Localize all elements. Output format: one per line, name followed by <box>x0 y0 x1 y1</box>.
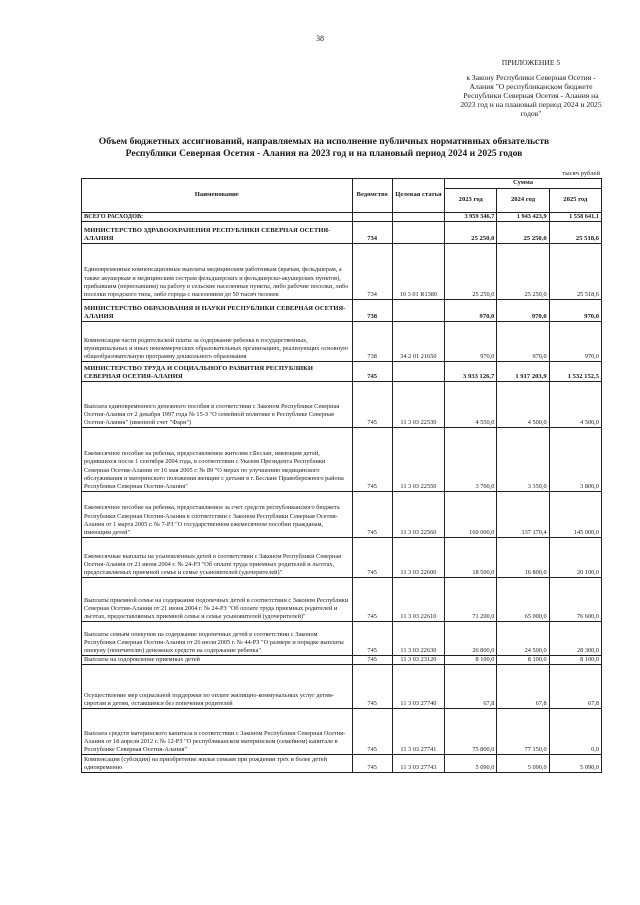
row-2025-cell: 3 800,0 <box>549 428 601 492</box>
header-2023: 2023 год <box>445 189 497 213</box>
row-2023-cell: 970,0 <box>445 322 497 362</box>
row-2024-cell: 8 100,0 <box>497 656 549 665</box>
row-item-cell: 10 3 01 R1380 <box>392 244 444 300</box>
row-2025-cell: 1 558 641,1 <box>549 213 601 222</box>
row-name-cell: Ежемесячные выплаты на усыновленных детей в соответствии с Законом Республики Северная Осетия-Алания от 21 июня 2004 г. № 24-РЗ "Об оплате труда приемных родителей и льготах, предоставляемых приемной семье и семье усыновителей (удочерителей)" <box>82 538 353 578</box>
row-dept-cell: 745 <box>352 578 392 622</box>
row-item-cell: 11 3 03 22630 <box>392 622 444 656</box>
row-dept-cell: 745 <box>352 428 392 492</box>
row-dept-cell: 745 <box>352 709 392 755</box>
row-2025-cell: 5 090,0 <box>549 755 601 773</box>
row-2023-cell: 71 200,0 <box>445 578 497 622</box>
table-row <box>82 244 602 300</box>
table-row <box>82 428 602 492</box>
row-2024-cell: 65 000,0 <box>497 578 549 622</box>
row-2025-cell: 20 100,0 <box>549 538 601 578</box>
row-name-cell: Выплата средств материнского капитала в соответствии с Законом Республики Северная Осетия-Алания от 18 апреля 2012 г. № 12-РЗ "О республиканском материнском (семейном) капитале в Республике Северная Осетия-Алания" <box>82 709 353 755</box>
row-name-cell: Выплаты семьям опекунов на содержание подопечных детей в соответствии с Законом Республики Северная Осетия-Алания от 26 июля 2005 г. № 44-РЗ "О размере и порядке выплаты опекуну (попечителю) денежных средств на содержание ребенка" <box>82 622 353 656</box>
row-item-cell <box>392 300 444 322</box>
row-name-cell: Ежемесячное пособие на ребенка, предоставляемое жителям г.Беслан, имеющим детей, родившихся после 1 сентября 2004 года, в соответствии с Указом Президента Республики Северная Осетия-Алания от 16 мая 2005 г. № 89 "О мерах по улучшению медицинского обслуживания и материнского положения женщин с детьми в г. Беслане Правобережного района Республики Северная Осетия-Алания" <box>82 428 353 492</box>
row-name-cell: МИНИСТЕРСТВО ОБРАЗОВАНИЯ И НАУКИ РЕСПУБЛИКИ СЕВЕРНАЯ ОСЕТИЯ-АЛАНИЯ <box>82 300 353 322</box>
row-2023-cell: 8 100,0 <box>445 656 497 665</box>
row-dept-cell: 745 <box>352 362 392 382</box>
row-dept-cell: 738 <box>352 322 392 362</box>
table-row <box>82 538 602 578</box>
row-2025-cell: 0,0 <box>549 709 601 755</box>
header-dept: Ведомство <box>352 179 392 213</box>
row-2025-cell: 25 518,6 <box>549 244 601 300</box>
row-2024-cell: 24 500,0 <box>497 622 549 656</box>
header-item: Целевая статья <box>392 179 444 213</box>
row-2023-cell: 3 959 346,7 <box>445 213 497 222</box>
row-name-cell: Выплаты на оздоровление приемных детей <box>82 656 353 665</box>
row-item-cell: 11 3 03 27740 <box>392 665 444 709</box>
row-item-cell: 34 2 01 21650 <box>392 322 444 362</box>
row-2024-cell: 25 250,0 <box>497 222 549 244</box>
row-2025-cell: 67,8 <box>549 665 601 709</box>
row-2023-cell: 970,0 <box>445 300 497 322</box>
row-item-cell: 11 3 03 22610 <box>392 578 444 622</box>
row-dept-cell: 745 <box>352 538 392 578</box>
row-2025-cell: 145 000,0 <box>549 492 601 538</box>
row-name-cell: МИНИСТЕРСТВО ТРУДА И СОЦИАЛЬНОГО РАЗВИТИЯ РЕСПУБЛИКИ СЕВЕРНАЯ ОСЕТИЯ-АЛАНИЯ <box>82 362 353 382</box>
row-name-cell: МИНИСТЕРСТВО ЗДРАВООХРАНЕНИЯ РЕСПУБЛИКИ СЕВЕРНАЯ ОСЕТИЯ-АЛАНИЯ <box>82 222 353 244</box>
row-dept-cell: 745 <box>352 622 392 656</box>
row-dept-cell: 734 <box>352 244 392 300</box>
table-row <box>82 222 602 244</box>
row-2025-cell: 8 100,0 <box>549 656 601 665</box>
header-2025: 2025 год <box>549 189 601 213</box>
header-name: Наименование <box>82 179 353 213</box>
row-2024-cell: 67,8 <box>497 665 549 709</box>
row-name-cell: Единовременные компенсационные выплаты медицинским работникам (врачам, фельдшерам, а также акушеркам и медицинским сестрам фельдшерских и фельдшерско-акушерских пунктов), прибывшим (переехавшим) на работу в сельские населенные пункты, либо рабочие поселки, либо поселки городского типа, либо города с населением до 50 тысяч человек <box>82 244 353 300</box>
row-2024-cell: 970,0 <box>497 300 549 322</box>
row-2024-cell: 16 800,0 <box>497 538 549 578</box>
row-dept-cell: 738 <box>352 300 392 322</box>
row-2024-cell: 77 150,0 <box>497 709 549 755</box>
row-2023-cell: 5 090,0 <box>445 755 497 773</box>
table-row <box>82 755 602 773</box>
row-name-cell: Компенсация (субсидия) на приобретение жилья семьям при рождении трех и более детей одновременно <box>82 755 353 773</box>
row-2023-cell: 25 250,0 <box>445 222 497 244</box>
row-2025-cell: 1 532 152,5 <box>549 362 601 382</box>
row-item-cell: 11 3 03 27743 <box>392 755 444 773</box>
table-row <box>82 382 602 428</box>
row-2025-cell: 4 500,0 <box>549 382 601 428</box>
row-2023-cell: 67,8 <box>445 665 497 709</box>
row-2024-cell: 5 090,0 <box>497 755 549 773</box>
row-name-cell: Выплаты приемной семье на содержание подопечных детей в соответствии с Законом Республики Северная Осетия-Алания от 21 июня 2004 г. № 24-РЗ "Об оплате труда приемных родителей и льготах, предоставляемых приемной семье и семье усыновителей (удочерителей)" <box>82 578 353 622</box>
row-item-cell <box>392 362 444 382</box>
table-row <box>82 622 602 656</box>
row-2024-cell: 137 170,4 <box>497 492 549 538</box>
row-2023-cell: 4 550,0 <box>445 382 497 428</box>
row-2025-cell: 76 600,0 <box>549 578 601 622</box>
row-2024-cell: 25 250,0 <box>497 244 549 300</box>
row-2024-cell: 970,0 <box>497 322 549 362</box>
row-2023-cell: 26 800,0 <box>445 622 497 656</box>
table-row <box>82 362 602 382</box>
row-name-cell: Выплата единовременного денежного пособия в соответствии с Законом Республики Северная Осетия-Алания от 2 декабря 1997 года № 15-З "О семейной политике в Республике Северная Осетия-Алания" (именной счет "Фарн") <box>82 382 353 428</box>
appendix-title: ПРИЛОЖЕНИЕ 5 <box>501 58 561 67</box>
row-item-cell: 11 3 03 22600 <box>392 538 444 578</box>
row-dept-cell: 745 <box>352 665 392 709</box>
row-item-cell <box>392 213 444 222</box>
document-title: Объем бюджетных ассигнований, направляемых на исполнение публичных нормативных обязательств Республики Северная Осетия - Алания на 2023 год и на плановый период 2024 и 2025 годов <box>98 136 550 159</box>
row-2025-cell: 970,0 <box>549 300 601 322</box>
row-item-cell: 11 3 03 22560 <box>392 492 444 538</box>
row-2023-cell: 160 000,0 <box>445 492 497 538</box>
table-row <box>82 709 602 755</box>
row-2025-cell: 28 300,0 <box>549 622 601 656</box>
header-2024: 2024 год <box>497 189 549 213</box>
table-row <box>82 578 602 622</box>
row-dept-cell: 745 <box>352 656 392 665</box>
page-number: 38 <box>316 34 324 43</box>
row-name-cell: ВСЕГО РАСХОДОВ: <box>82 213 353 222</box>
row-2023-cell: 3 933 126,7 <box>445 362 497 382</box>
budget-table <box>81 178 602 773</box>
table-body <box>82 213 602 773</box>
row-2023-cell: 18 500,0 <box>445 538 497 578</box>
row-name-cell: Осуществление мер социальной поддержки по оплате жилищно-коммунальных услуг детям-сиротам и детям, оставшимся без попечения родителей <box>82 665 353 709</box>
row-2025-cell: 25 518,6 <box>549 222 601 244</box>
units-label: тысяч рублей <box>562 170 600 177</box>
table-row <box>82 656 602 665</box>
row-dept-cell: 745 <box>352 382 392 428</box>
table-row <box>82 665 602 709</box>
appendix-text: к Закону Республики Северная Осетия - Алания "О республиканском бюджете Республики Северная Осетия - Алания на 2023 год и на плановый период 2024 и 2025 годов" <box>460 73 602 118</box>
row-item-cell: 11 3 03 27741 <box>392 709 444 755</box>
row-2025-cell: 970,0 <box>549 322 601 362</box>
row-dept-cell <box>352 213 392 222</box>
row-dept-cell: 734 <box>352 222 392 244</box>
row-dept-cell: 745 <box>352 492 392 538</box>
row-item-cell: 11 3 03 22530 <box>392 382 444 428</box>
row-name-cell: Ежемесячное пособие на ребенка, предоставляемое за счет средств республиканского бюджета Республики Северная Осетия-Алания в соответствии с Законом Республики Северная Осетия-Алания от 1 марта 2005 г. № 7-РЗ "О государственном ежемесячном пособии гражданам, имеющим детей" <box>82 492 353 538</box>
row-2024-cell: 3 350,0 <box>497 428 549 492</box>
row-2023-cell: 25 250,0 <box>445 244 497 300</box>
row-2023-cell: 3 700,0 <box>445 428 497 492</box>
row-item-cell: 11 3 03 22550 <box>392 428 444 492</box>
row-item-cell <box>392 222 444 244</box>
row-name-cell: Компенсация части родительской платы за содержание ребенка в государственных, муниципальных и иных некоммерческих образовательных организациях, реализующих основную общеобразовательную программу дошкольного образования <box>82 322 353 362</box>
table-row <box>82 300 602 322</box>
row-item-cell: 11 3 03 23120 <box>392 656 444 665</box>
row-dept-cell: 745 <box>352 755 392 773</box>
table-row <box>82 213 602 222</box>
row-2023-cell: 75 800,0 <box>445 709 497 755</box>
row-2024-cell: 1 917 203,9 <box>497 362 549 382</box>
appendix-block <box>456 58 606 118</box>
table-row <box>82 322 602 362</box>
header-sum: Сумма <box>445 179 602 189</box>
table-row <box>82 492 602 538</box>
row-2024-cell: 4 500,0 <box>497 382 549 428</box>
row-2024-cell: 1 943 423,9 <box>497 213 549 222</box>
